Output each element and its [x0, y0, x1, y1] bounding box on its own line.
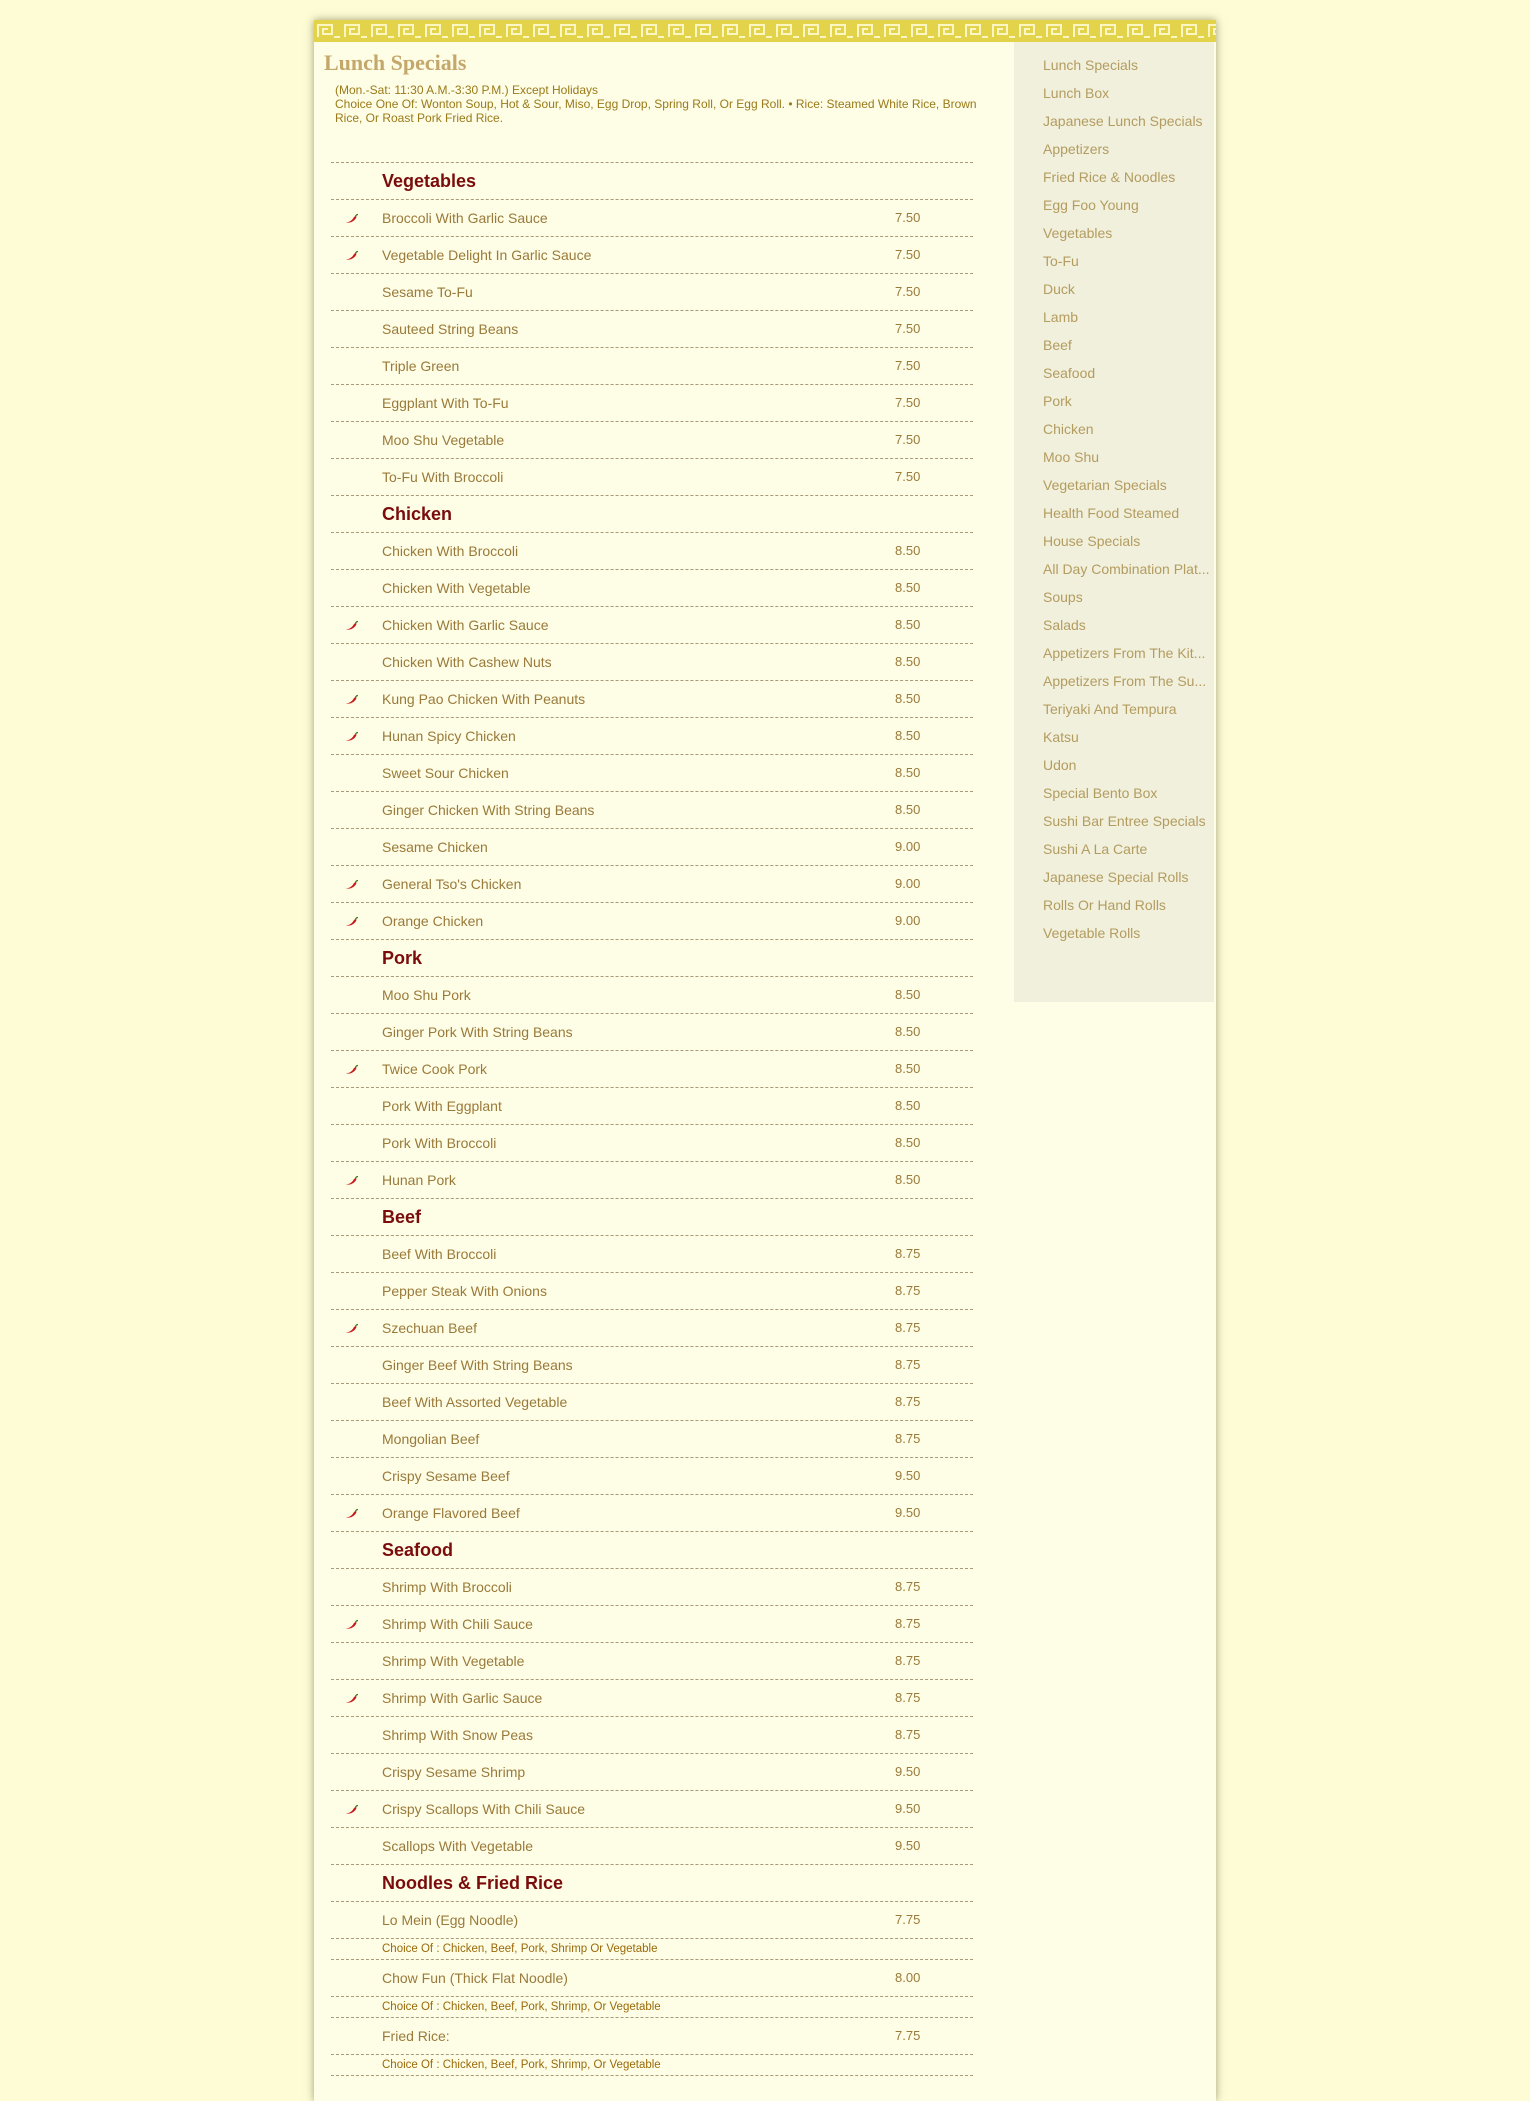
section-heading-row [331, 496, 973, 533]
menu-item-row [331, 1643, 973, 1680]
menu-item-price: 8.50 [895, 802, 921, 817]
menu-item-row [331, 681, 973, 718]
menu-item-row [331, 1051, 973, 1088]
menu-item-name: Shrimp With Broccoli [382, 1579, 512, 1595]
menu-item-name: Twice Cook Pork [382, 1061, 488, 1077]
greek-key-motif [560, 24, 584, 38]
menu-item-price: 9.50 [895, 1505, 921, 1520]
menu-item-price: 8.50 [895, 1061, 921, 1076]
greek-key-motif [398, 24, 422, 38]
menu-item-price: 8.50 [895, 1135, 921, 1150]
item-note: Choice Of : Chicken, Beef, Pork, Shrimp Or Vegetable [382, 1943, 658, 1955]
menu-item-price: 9.50 [895, 1468, 921, 1483]
menu-item-row [331, 1273, 973, 1310]
sidebar-category-link[interactable]: Vegetables [1043, 225, 1113, 241]
greek-key-motif [506, 24, 530, 38]
menu-item-row [331, 237, 973, 274]
menu-item-price: 9.00 [895, 839, 921, 854]
menu-item-price: 8.75 [895, 1431, 921, 1446]
greek-key-motif [722, 24, 746, 38]
sidebar-category-link[interactable]: Appetizers From The Su... [1043, 673, 1207, 689]
menu-item-price: 8.75 [895, 1690, 921, 1705]
menu-item-row [331, 1310, 973, 1347]
menu-item-row [331, 1754, 973, 1791]
menu-item-row [331, 1014, 973, 1051]
section-heading-row [331, 940, 973, 977]
section-heading-row [331, 163, 973, 200]
sidebar-category-link[interactable]: Vegetarian Specials [1043, 477, 1167, 493]
menu-item-price: 8.50 [895, 1098, 921, 1113]
greek-key-motif [641, 24, 665, 38]
category-nav [1043, 51, 1214, 947]
sidebar-category-link[interactable]: Katsu [1043, 729, 1079, 745]
greek-key-motif [1100, 24, 1124, 38]
menu-item-row [331, 977, 973, 1014]
section-heading: Seafood [382, 1540, 454, 1560]
menu-item-row [331, 1606, 973, 1643]
menu-item-price: 8.75 [895, 1246, 921, 1261]
greek-key-motif [479, 24, 503, 38]
menu-item-price: 7.75 [895, 1912, 921, 1927]
menu-item-row [331, 718, 973, 755]
menu-item-name: Ginger Pork With String Beans [382, 1024, 573, 1040]
menu-item-row [331, 1458, 973, 1495]
menu-item-row [331, 200, 973, 237]
menu-item-price: 8.75 [895, 1320, 921, 1335]
menu-item-price: 8.50 [895, 987, 921, 1002]
greek-key-motif [668, 24, 692, 38]
menu-item-name: Chicken With Broccoli [382, 543, 519, 559]
menu-item-price: 8.50 [895, 617, 921, 632]
menu-item-row [331, 1960, 973, 1997]
chili-pepper-icon [343, 1063, 359, 1075]
menu-item-row [331, 348, 973, 385]
menu-item-row [331, 755, 973, 792]
item-note-row [331, 1997, 973, 2018]
chili-pepper-icon [343, 693, 359, 705]
greek-key-motif [344, 24, 368, 38]
menu-item-row [331, 1236, 973, 1273]
menu-item-price: 8.50 [895, 1172, 921, 1187]
greek-key-motif [803, 24, 827, 38]
menu-item-name: Kung Pao Chicken With Peanuts [382, 691, 586, 707]
sidebar-category-link[interactable]: Egg Foo Young [1043, 197, 1139, 213]
sidebar-category-link[interactable]: Appetizers From The Kit... [1043, 645, 1206, 661]
greek-key-motif [749, 24, 773, 38]
menu-item-price: 7.50 [895, 432, 921, 447]
menu-item-name: Sesame Chicken [382, 839, 488, 855]
sidebar-category-link[interactable]: Duck [1043, 281, 1075, 297]
section-heading-row [331, 1532, 973, 1569]
menu-item-name: Moo Shu Pork [382, 987, 471, 1003]
chili-pepper-icon [343, 1803, 359, 1815]
menu-item-row [331, 644, 973, 681]
menu-item-row [331, 570, 973, 607]
menu-item-name: Hunan Spicy Chicken [382, 728, 516, 744]
menu-item-name: Chicken With Cashew Nuts [382, 654, 552, 670]
menu-item-row [331, 1495, 973, 1532]
sidebar-category-link[interactable]: Fried Rice & Noodles [1043, 169, 1176, 185]
menu-item-row [331, 1902, 973, 1939]
menu-item-name: Orange Flavored Beef [382, 1505, 520, 1521]
page-title: Lunch Specials [324, 50, 467, 75]
menu-item-row [331, 1162, 973, 1199]
menu-item-name: Pepper Steak With Onions [382, 1283, 547, 1299]
sidebar-category-link[interactable]: Teriyaki And Tempura [1043, 701, 1177, 717]
menu-item-row [331, 422, 973, 459]
menu-item-name: Ginger Beef With String Beans [382, 1357, 573, 1373]
greek-key-motif [425, 24, 449, 38]
greek-key-motif [1127, 24, 1151, 38]
menu-item-name: Beef With Broccoli [382, 1246, 497, 1262]
sidebar-category-link[interactable]: Pork [1043, 393, 1072, 409]
greek-key-motif [1181, 24, 1205, 38]
menu-item-price: 7.50 [895, 395, 921, 410]
sidebar-category-link[interactable]: Salads [1043, 617, 1086, 633]
menu-item-row [331, 1088, 973, 1125]
greek-key-motif [992, 24, 1016, 38]
menu-item-price: 8.50 [895, 1024, 921, 1039]
menu-item-name: Beef With Assorted Vegetable [382, 1394, 568, 1410]
sidebar-category-link[interactable]: Sushi A La Carte [1043, 841, 1148, 857]
section-heading-row [331, 1199, 973, 1236]
menu-item-price: 7.50 [895, 358, 921, 373]
menu-item-price: 8.50 [895, 728, 921, 743]
menu-item-name: Moo Shu Vegetable [382, 432, 505, 448]
menu-item-name: Sauteed String Beans [382, 321, 519, 337]
sidebar-category-link[interactable]: Japanese Special Rolls [1043, 869, 1189, 885]
menu-item-price: 7.50 [895, 210, 921, 225]
menu-item-row [331, 274, 973, 311]
menu-item-name: Pork With Broccoli [382, 1135, 497, 1151]
greek-key-motif [371, 24, 395, 38]
menu-item-row [331, 533, 973, 570]
greek-key-motif [317, 24, 341, 38]
sidebar-category-link[interactable]: Lunch Box [1043, 85, 1110, 101]
menu-item-row [331, 607, 973, 644]
menu-item-name: Chicken With Garlic Sauce [382, 617, 549, 633]
greek-key-motif [1208, 24, 1216, 38]
chili-pepper-icon [343, 619, 359, 631]
menu-item-price: 8.00 [895, 1970, 921, 1985]
menu-item-name: Crispy Sesame Shrimp [382, 1764, 526, 1780]
menu-item-price: 7.50 [895, 469, 921, 484]
chili-pepper-icon [343, 212, 359, 224]
lunch-description: Choice One Of: Wonton Soup, Hot & Sour, Miso, Egg Drop, Spring Roll, Or Egg Roll. • Rice: Steamed White Rice, Brown Rice, Or Roast Pork Fried Rice. [335, 97, 977, 125]
menu-item-name: Chow Fun (Thick Flat Noodle) [382, 1970, 568, 1986]
menu-item-name: Szechuan Beef [382, 1320, 477, 1336]
chili-pepper-icon [343, 878, 359, 890]
greek-key-motif [965, 24, 989, 38]
menu-item-name: Vegetable Delight In Garlic Sauce [382, 247, 592, 263]
menu-item-name: Eggplant With To-Fu [382, 395, 509, 411]
section-heading-row [331, 1865, 973, 1902]
greek-key-border [314, 20, 1216, 42]
sidebar-category-link[interactable]: Appetizers [1043, 141, 1110, 157]
menu-item-price: 7.50 [895, 247, 921, 262]
menu-item-row [331, 1347, 973, 1384]
menu-item-row [331, 1125, 973, 1162]
greek-key-motif [938, 24, 962, 38]
menu-item-price: 8.75 [895, 1727, 921, 1742]
sidebar-category-link[interactable]: Health Food Steamed [1043, 505, 1180, 521]
chili-pepper-icon [343, 1692, 359, 1704]
menu-item-row [331, 1791, 973, 1828]
menu-item-name: General Tso's Chicken [382, 876, 522, 892]
menu-item-price: 8.50 [895, 580, 921, 595]
category-sidebar [1014, 42, 1214, 1002]
sidebar-category-link[interactable]: Soups [1043, 589, 1083, 605]
greek-key-motif [1154, 24, 1178, 38]
menu-item-name: Pork With Eggplant [382, 1098, 502, 1114]
menu-item-price: 8.50 [895, 543, 921, 558]
sidebar-category-link[interactable]: Beef [1043, 337, 1072, 353]
menu-item-row [331, 459, 973, 496]
sidebar-category-link[interactable]: Chicken [1043, 421, 1094, 437]
item-note-row [331, 2055, 973, 2076]
menu-item-name: Sweet Sour Chicken [382, 765, 509, 781]
menu-item-name: Orange Chicken [382, 913, 484, 929]
menu-item-name: Sesame To-Fu [382, 284, 473, 300]
menu-item-price: 8.75 [895, 1579, 921, 1594]
menu-item-name: Broccoli With Garlic Sauce [382, 210, 548, 226]
menu-item-price: 7.50 [895, 321, 921, 336]
greek-key-motif [1073, 24, 1097, 38]
chili-pepper-icon [343, 1618, 359, 1630]
menu-item-price: 9.00 [895, 913, 921, 928]
menu-item-name: Shrimp With Snow Peas [382, 1727, 533, 1743]
sidebar-category-link[interactable]: Sushi Bar Entree Specials [1043, 813, 1206, 829]
menu-item-row [331, 2018, 973, 2055]
sidebar-category-link[interactable]: Seafood [1043, 365, 1096, 381]
section-heading: Chicken [382, 504, 453, 524]
menu-item-row [331, 903, 973, 940]
greek-key-motif [857, 24, 881, 38]
menu-item-row [331, 1384, 973, 1421]
sidebar-category-link[interactable]: Lamb [1043, 309, 1079, 325]
greek-key-motif [884, 24, 908, 38]
menu-item-row [331, 1717, 973, 1754]
menu-item-name: Triple Green [382, 358, 460, 374]
menu-item-name: Hunan Pork [382, 1172, 456, 1188]
menu-item-price: 9.50 [895, 1838, 921, 1853]
sidebar-category-link[interactable]: To-Fu [1043, 253, 1079, 269]
menu-list [331, 162, 973, 2076]
menu-item-price: 9.50 [895, 1801, 921, 1816]
menu-item-price: 8.75 [895, 1394, 921, 1409]
greek-key-motif [911, 24, 935, 38]
section-heading: Pork [382, 948, 423, 968]
item-note: Choice Of : Chicken, Beef, Pork, Shrimp, Or Vegetable [382, 2059, 661, 2071]
menu-item-row [331, 1680, 973, 1717]
menu-item-row [331, 866, 973, 903]
menu-item-name: Scallops With Vegetable [382, 1838, 533, 1854]
chili-pepper-icon [343, 1322, 359, 1334]
menu-item-price: 8.75 [895, 1653, 921, 1668]
menu-item-row [331, 385, 973, 422]
greek-key-motif [1019, 24, 1043, 38]
menu-item-row [331, 311, 973, 348]
chili-pepper-icon [343, 915, 359, 927]
sidebar-category-link[interactable]: All Day Combination Plat... [1043, 561, 1210, 577]
menu-item-name: Fried Rice: [382, 2028, 450, 2044]
menu-item-name: Ginger Chicken With String Beans [382, 802, 595, 818]
section-heading: Beef [382, 1207, 422, 1227]
greek-key-motif [614, 24, 638, 38]
section-heading: Vegetables [382, 171, 477, 191]
sidebar-category-link[interactable]: Moo Shu [1043, 449, 1100, 465]
greek-key-motif [695, 24, 719, 38]
menu-item-price: 9.50 [895, 1764, 921, 1779]
menu-item-name: Crispy Scallops With Chili Sauce [382, 1801, 586, 1817]
greek-key-motif [830, 24, 854, 38]
chili-pepper-icon [343, 1174, 359, 1186]
menu-item-name: To-Fu With Broccoli [382, 469, 504, 485]
menu-item-row [331, 1421, 973, 1458]
menu-item-price: 9.00 [895, 876, 921, 891]
menu-item-price: 8.50 [895, 765, 921, 780]
sidebar-category-link[interactable]: Vegetable Rolls [1043, 925, 1141, 941]
menu-item-price: 8.50 [895, 691, 921, 706]
sidebar-category-link[interactable]: Udon [1043, 757, 1077, 773]
greek-key-motif [1046, 24, 1070, 38]
chili-pepper-icon [343, 249, 359, 261]
sidebar-category-link[interactable]: Lunch Specials [1043, 57, 1138, 73]
menu-item-price: 8.75 [895, 1616, 921, 1631]
lunch-hours: (Mon.-Sat: 11:30 A.M.-3:30 P.M.) Except Holidays [335, 83, 599, 97]
menu-item-price: 8.50 [895, 654, 921, 669]
sidebar-category-link[interactable]: House Specials [1043, 533, 1141, 549]
menu-item-price: 8.75 [895, 1283, 921, 1298]
chili-pepper-icon [343, 1507, 359, 1519]
menu-page [314, 20, 1216, 2101]
menu-item-name: Shrimp With Chili Sauce [382, 1616, 533, 1632]
greek-key-motif [452, 24, 476, 38]
menu-item-row [331, 792, 973, 829]
menu-item-price: 8.75 [895, 1357, 921, 1372]
item-note-row [331, 1939, 973, 1960]
menu-item-name: Chicken With Vegetable [382, 580, 531, 596]
section-heading: Noodles & Fried Rice [382, 1873, 564, 1893]
menu-item-row [331, 1569, 973, 1606]
menu-item-price: 7.75 [895, 2028, 921, 2043]
menu-item-name: Mongolian Beef [382, 1431, 480, 1447]
menu-item-row [331, 829, 973, 866]
greek-key-motif [533, 24, 557, 38]
sidebar-category-link[interactable]: Rolls Or Hand Rolls [1043, 897, 1166, 913]
menu-item-name: Shrimp With Garlic Sauce [382, 1690, 543, 1706]
menu-item-name: Crispy Sesame Beef [382, 1468, 510, 1484]
menu-item-row [331, 1828, 973, 1865]
item-note: Choice Of : Chicken, Beef, Pork, Shrimp, Or Vegetable [382, 2001, 661, 2013]
greek-key-motif [587, 24, 611, 38]
menu-item-price: 7.50 [895, 284, 921, 299]
chili-pepper-icon [343, 730, 359, 742]
sidebar-category-link[interactable]: Special Bento Box [1043, 785, 1158, 801]
greek-key-motif [776, 24, 800, 38]
sidebar-category-link[interactable]: Japanese Lunch Specials [1043, 113, 1203, 129]
menu-item-name: Shrimp With Vegetable [382, 1653, 525, 1669]
menu-item-name: Lo Mein (Egg Noodle) [382, 1912, 519, 1928]
